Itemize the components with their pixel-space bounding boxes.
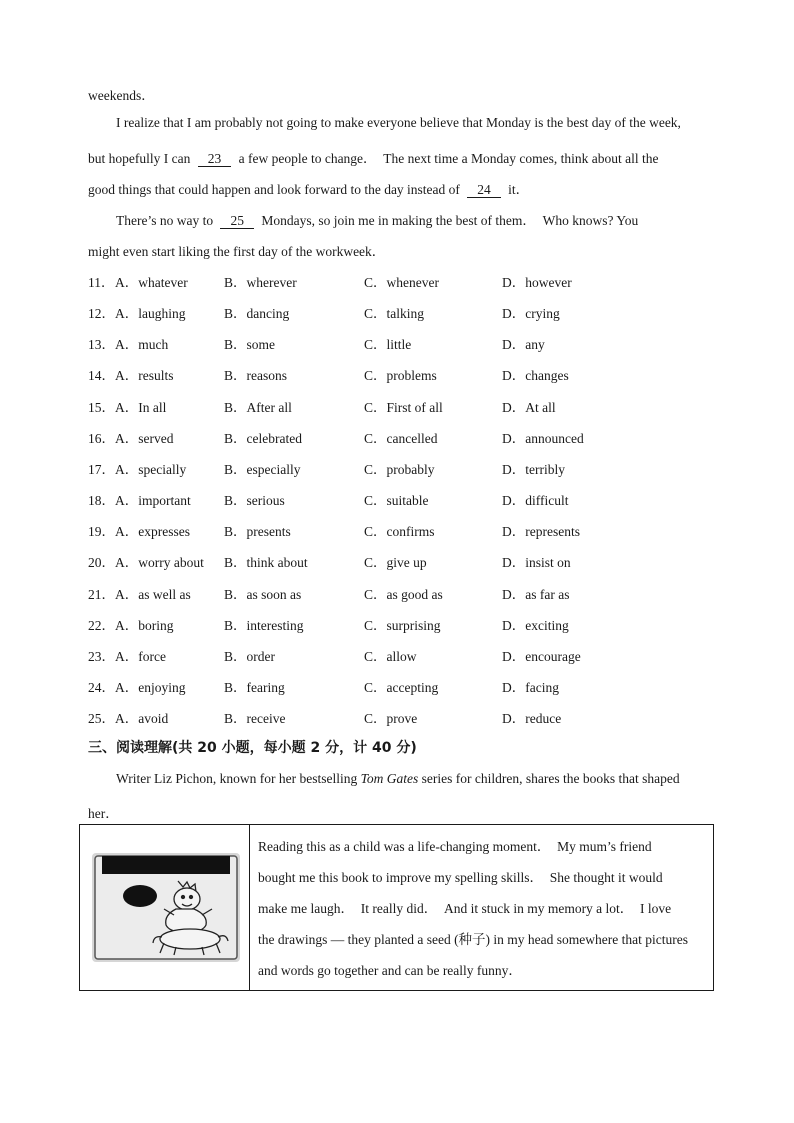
option-c: C．talking [364,306,424,322]
option-c: C．First of all [364,399,443,415]
option-a: A．laughing [115,306,186,322]
book-text-line: make me laugh． It really did． And it stuck in my memory a lot． I love [258,901,672,916]
passage-text: good things that could happen and look forward to the day instead of [88,182,460,197]
passage-line: might even start liking the first day of the workweek． [88,244,386,259]
book-text-line: and words go together and can be really funny． [258,963,522,978]
option-b: B．as soon as [224,586,302,602]
option-a: A．boring [115,617,174,633]
option-a: A．In all [115,399,167,415]
reading-intro: her． [88,806,119,821]
option-d: D．insist on [502,555,571,571]
question-row [88,489,728,509]
question-number: 23． [88,648,115,664]
section-title: 三、阅读理解(共 20 小题，每小题 2 分，计 40 分) [88,740,417,756]
option-c: C．suitable [364,493,429,509]
question-number: 25． [88,711,115,727]
question-row [88,427,728,447]
question-number: 22． [88,617,115,633]
option-b: B．serious [224,493,285,509]
question-row [88,364,728,384]
question-row [88,520,728,540]
option-b: B．After all [224,399,292,415]
option-a: A．specially [115,461,187,477]
option-d: D．any [502,337,545,353]
table-divider [249,825,250,990]
passage-text: Mondays, so join me in making the best of them． Who knows? You [261,213,639,228]
book-text-line: the drawings — they planted a seed (种子) in my head somewhere that pictures [258,932,688,947]
option-b: B．reasons [224,368,287,384]
option-c: C．prove [364,711,418,727]
option-a: A．much [115,337,169,353]
book-text-line: bought me this book to improve my spelling skills． She thought it would [258,870,663,885]
question-row [88,551,728,571]
option-b: B．order [224,648,275,664]
question-row [88,271,728,291]
passage-text: but hopefully I can [88,151,191,166]
passage-text: a few people to change． The next time a Monday comes, think about all the [238,151,659,166]
option-b: B．some [224,337,276,353]
blank-23: 23 [198,152,232,167]
option-b: B．wherever [224,275,297,290]
option-d: D．facing [502,679,559,695]
option-d: D．crying [502,306,560,322]
reading-intro [116,771,680,787]
option-c: C．problems [364,368,437,384]
passage-line: I realize that I am probably not going to make everyone believe that Monday is the best day of the week, [116,115,681,130]
option-d: D．announced [502,430,584,446]
question-number: 24． [88,679,115,695]
option-d: D．terribly [502,461,565,477]
option-d: D．difficult [502,493,569,509]
option-c: C．cancelled [364,430,438,446]
book-cover-image [92,853,240,962]
question-row [88,645,728,665]
question-number: 18． [88,493,115,509]
question-number: 14． [88,368,115,384]
option-b: B．interesting [224,617,304,633]
option-a: A．important [115,493,191,509]
book-text-line: Reading this as a child was a life-changing moment． My mum’s friend [258,839,652,854]
question-number: 17． [88,461,115,477]
option-d: D．changes [502,368,569,384]
book-series-title: Tom Gates [360,771,419,786]
option-c: C．whenever [364,275,439,290]
question-number: 12． [88,306,115,322]
question-row [88,583,728,603]
question-row [88,707,728,727]
option-a: A．served [115,430,174,446]
option-b: B．presents [224,524,291,540]
option-a: A．whatever [115,275,188,290]
passage-line [116,209,638,229]
book-table [79,824,714,991]
question-row [88,676,728,696]
option-b: B．think about [224,555,308,571]
option-d: D．as far as [502,586,570,602]
question-row [88,458,728,478]
question-number: 19． [88,524,115,540]
passage-line [88,147,658,167]
question-number: 13． [88,337,115,353]
option-c: C．give up [364,555,427,571]
option-c: C．as good as [364,586,443,602]
option-d: D．exciting [502,617,569,633]
option-c: C．surprising [364,617,441,633]
option-a: A．results [115,368,174,384]
option-d: D．reduce [502,711,562,727]
question-number: 15． [88,399,115,415]
option-a: A．avoid [115,711,169,727]
option-d: D．represents [502,524,580,540]
option-c: C．accepting [364,679,439,695]
passage-line: weekends． [88,88,155,103]
blank-24: 24 [467,183,501,198]
book-description [258,835,708,990]
option-a: A．expresses [115,524,190,540]
passage-text: There’s no way to [116,213,214,228]
option-b: B．dancing [224,306,290,322]
option-c: C．allow [364,648,417,664]
option-b: B．receive [224,711,286,727]
question-number: 16． [88,430,115,446]
passage-line [88,178,529,198]
option-d: D．however [502,275,572,290]
option-d: D．At all [502,399,556,415]
question-number: 21． [88,586,115,602]
question-row [88,333,728,353]
question-row [88,396,728,416]
passage-text: it． [508,182,530,197]
option-c: C．probably [364,461,435,477]
option-b: B．fearing [224,679,285,695]
option-d: D．encourage [502,648,581,664]
option-c: C．confirms [364,524,435,540]
question-row [88,302,728,322]
option-a: A．force [115,648,166,664]
option-a: A．as well as [115,586,191,602]
question-row [88,614,728,634]
option-b: B．especially [224,461,301,477]
question-number: 11． [88,275,115,290]
option-c: C．little [364,337,412,353]
option-b: B．celebrated [224,430,302,446]
intro-text: Writer Liz Pichon, known for her bestselling [116,771,361,786]
intro-text: series for children, shares the books that shaped [418,771,680,786]
question-number: 20． [88,555,115,571]
option-a: A．worry about [115,555,204,571]
blank-25: 25 [220,214,254,229]
option-a: A．enjoying [115,679,186,695]
